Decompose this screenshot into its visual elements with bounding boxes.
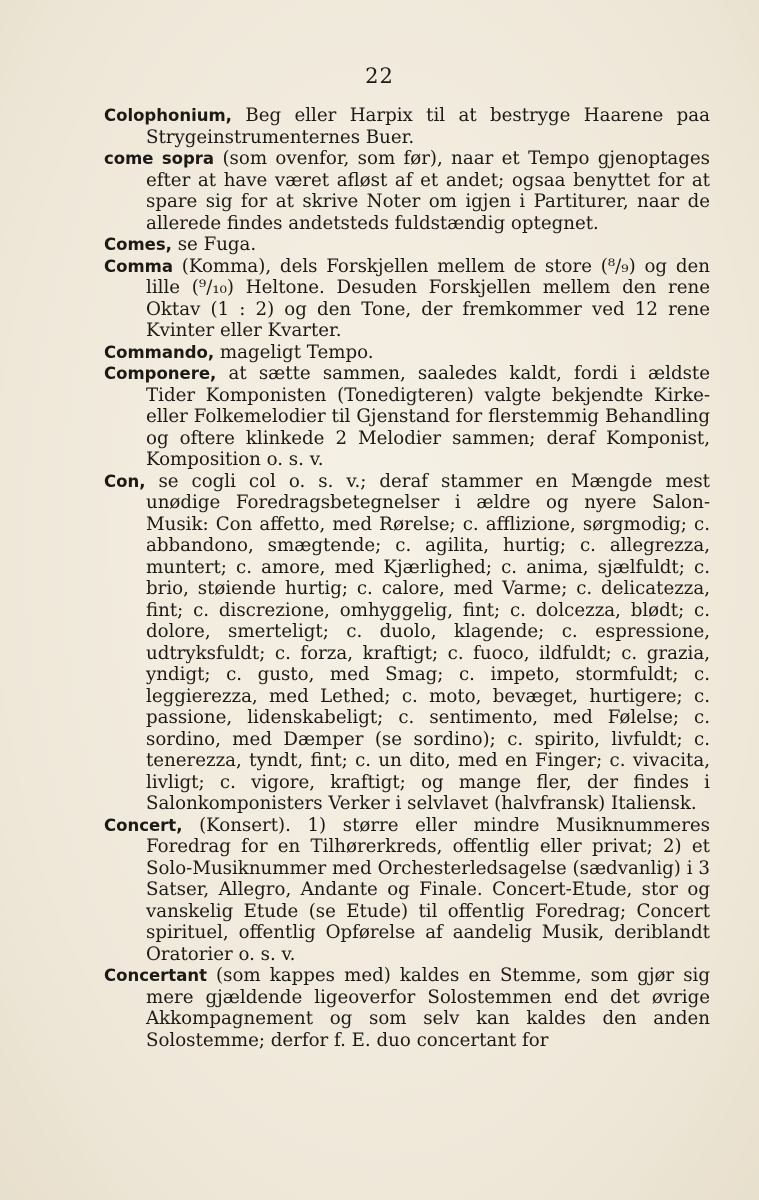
page-number: 22: [365, 64, 394, 88]
dictionary-entry: [104, 234, 710, 256]
entry-definition: (Komma), dels Forskjellen mellem de store (⁸/₉) og den lille (⁹/₁₀) Heltone. Desuden Forskjellen mellem den rene Oktav (1 : 2) og den Tone, der fremkommer ved 12 rene Kvinter eller Kvarter.: [146, 255, 710, 341]
entry-definition: at sætte sammen, saaledes kaldt, fordi i ældste Tider Komponisten (Tonedigteren) valgte bekjendte Kirke- eller Folkemelodier til Gjenstand for flerstemmig Behandling og oftere klinkede 2 Melodier sammen; deraf Komponist, Komposition o. s. v.: [146, 363, 710, 470]
dictionary-entry: [104, 965, 710, 1051]
entry-definition: Beg eller Harpix til at bestryge Haarene paa Strygeinstrumenternes Buer.: [146, 105, 710, 148]
entry-headword: Colophonium,: [104, 106, 232, 125]
entry-definition: se cogli col o. s. v.; deraf stammer en Mængde mest unødige Foredragsbetegnelser i ældre og nyere Salon-Musik: Con affetto, med Rørelse; c. afflizione, sørgmodig; c. abbandono, smægtende; c. agilita, hurtig; c. allegrezza, muntert; c. amore, med Kjærlighed; c. anima, sjælfuldt; c. brio, støiende hurtig; c. calore, med Varme; c. delicatezza, fint; c. discrezione, omhyggelig, fint; c. dolcezza, blødt; c. dolore, smerteligt; c. duolo, klagende; c. espressione, udtryksfuldt; c. forza, kraftigt; c. fuoco, ildfuldt; c. grazia, yndigt; c. gusto, med Smag; c. impeto, stormfuldt; c. leggierezza, med Lethed; c. moto, bevæget, hurtigere; c. passione, lidenskabeligt; c. sentimento, med Følelse; c. sordino, med Dæmper (se sordino); c. spirito, livfuldt; c. tenerezza, tyndt, fint; c. un dito, med en Finger; c. vivacita, livligt; c. vigore, kraftigt; og mange fler, der findes i Salonkomponisters Verker i selvlavet (halvfransk) Italiensk.: [145, 470, 710, 814]
dictionary-entry: [104, 256, 710, 342]
entry-definition: mageligt Tempo.: [214, 341, 374, 363]
entry-headword: Con,: [104, 471, 146, 491]
dictionary-entry: [104, 148, 710, 234]
dictionary-entry: [104, 363, 710, 471]
entry-definition: (Konsert). 1) større eller mindre Musiknummeres Foredrag for en Tilhørerkreds, offentlig eller privat; 2) et Solo-Musiknummer med Orchesterledsagelse (sædvanlig) i 3 Satser, Allegro, Andante og Finale. Concert-Etude, stor og vanskelig Etude (se Etude) til offentlig Foredrag; Concert spirituel, offentlig Opførelse af aandelig Musik, deriblandt Oratorier o. s. v.: [146, 814, 710, 965]
entry-headword: Componere,: [104, 364, 217, 383]
entry-headword: Commando,: [104, 342, 215, 362]
dictionary-entry: [104, 342, 710, 364]
entry-headword: Comes,: [104, 235, 172, 254]
dictionary-entry: [104, 815, 710, 966]
entry-headword: come sopra: [104, 149, 215, 168]
entry-headword: Comma: [104, 256, 173, 276]
entry-definition: (som kappes med) kaldes en Stemme, som gjør sig mere gjældende ligeoverfor Solostemmen end det øvrige Akkompagnement og som selv kan kaldes den anden Solostemme; derfor f. E. duo concertant for: [146, 965, 710, 1051]
entry-headword: Concert,: [104, 815, 183, 835]
dictionary-entry: [104, 471, 710, 815]
entry-definition: se Fuga.: [171, 234, 257, 255]
dictionary-entry: [104, 105, 710, 148]
entry-definition: (som ovenfor, som før), naar et Tempo gjenoptages efter at have været afløst af et andet; ogsaa benyttet for at spare sig for at skrive Noter om igjen i Partiturer, naar de allerede findes andetsteds fuldstændig optegnet.: [146, 148, 711, 234]
dictionary-entries: [104, 105, 710, 1051]
entry-headword: Concertant: [104, 966, 207, 985]
